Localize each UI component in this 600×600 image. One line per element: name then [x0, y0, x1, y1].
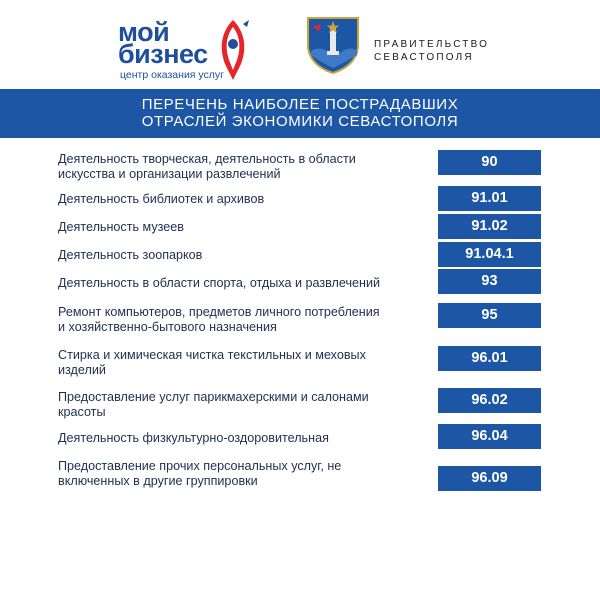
- item-label: Предоставление прочих персональных услуг, не включенных в другие группировки: [58, 459, 342, 488]
- government-logo-text: [374, 38, 489, 64]
- title-line1: ПЕРЕЧЕНЬ НАИБОЛЕЕ ПОСТРАДАВШИХ: [141, 96, 459, 113]
- item-label: Предоставление услуг парикмахерскими и салонами красоты: [58, 390, 369, 419]
- item-label: Деятельность в области спорта, отдыха и развлечений: [58, 276, 381, 290]
- okved-code-badge: 95: [438, 303, 541, 328]
- gov-line2: СЕВАСТОПОЛЯ: [374, 52, 474, 63]
- item-label: Деятельность творческая, деятельность в области искусства и организации развлечений: [58, 152, 356, 181]
- okved-code-badge: 96.02: [438, 388, 541, 413]
- okved-code-badge: 96.04: [438, 424, 541, 449]
- brand-subtitle: центр оказания услуг: [120, 69, 224, 81]
- sevastopol-coat-of-arms-icon: [305, 15, 361, 75]
- item-label: Ремонт компьютеров, предметов личного потребления и хозяйственно-бытового назначения: [58, 305, 380, 334]
- okved-code-badge: 91.04.1: [438, 242, 541, 267]
- okved-code-badge: 91.02: [438, 214, 541, 239]
- okved-code-badge: 96.01: [438, 346, 541, 371]
- header: [0, 0, 600, 88]
- moi-biznes-logo: [118, 14, 278, 84]
- item-label: Стирка и химическая чистка текстильных и меховых изделий: [58, 348, 366, 377]
- title-line2: ОТРАСЛЕЙ ЭКОНОМИКИ СЕВАСТОПОЛЯ: [141, 113, 459, 130]
- okved-code-badge: 96.09: [438, 466, 541, 491]
- rocket-icon: [216, 18, 250, 84]
- item-label: Деятельность физкультурно-оздоровительная: [58, 431, 329, 445]
- item-label: Деятельность зоопарков: [58, 248, 203, 262]
- okved-code-badge: 90: [438, 150, 541, 175]
- okved-code-badge: 93: [438, 269, 541, 294]
- page-title: [0, 89, 600, 138]
- gov-line1: ПРАВИТЕЛЬСТВО: [374, 39, 490, 50]
- okved-code-badge: 91.01: [438, 186, 541, 211]
- brand-line2: бизнес: [118, 39, 208, 69]
- item-label: Деятельность музеев: [58, 220, 184, 234]
- item-label: Деятельность библиотек и архивов: [58, 192, 265, 206]
- brand-line1: мой: [118, 17, 170, 47]
